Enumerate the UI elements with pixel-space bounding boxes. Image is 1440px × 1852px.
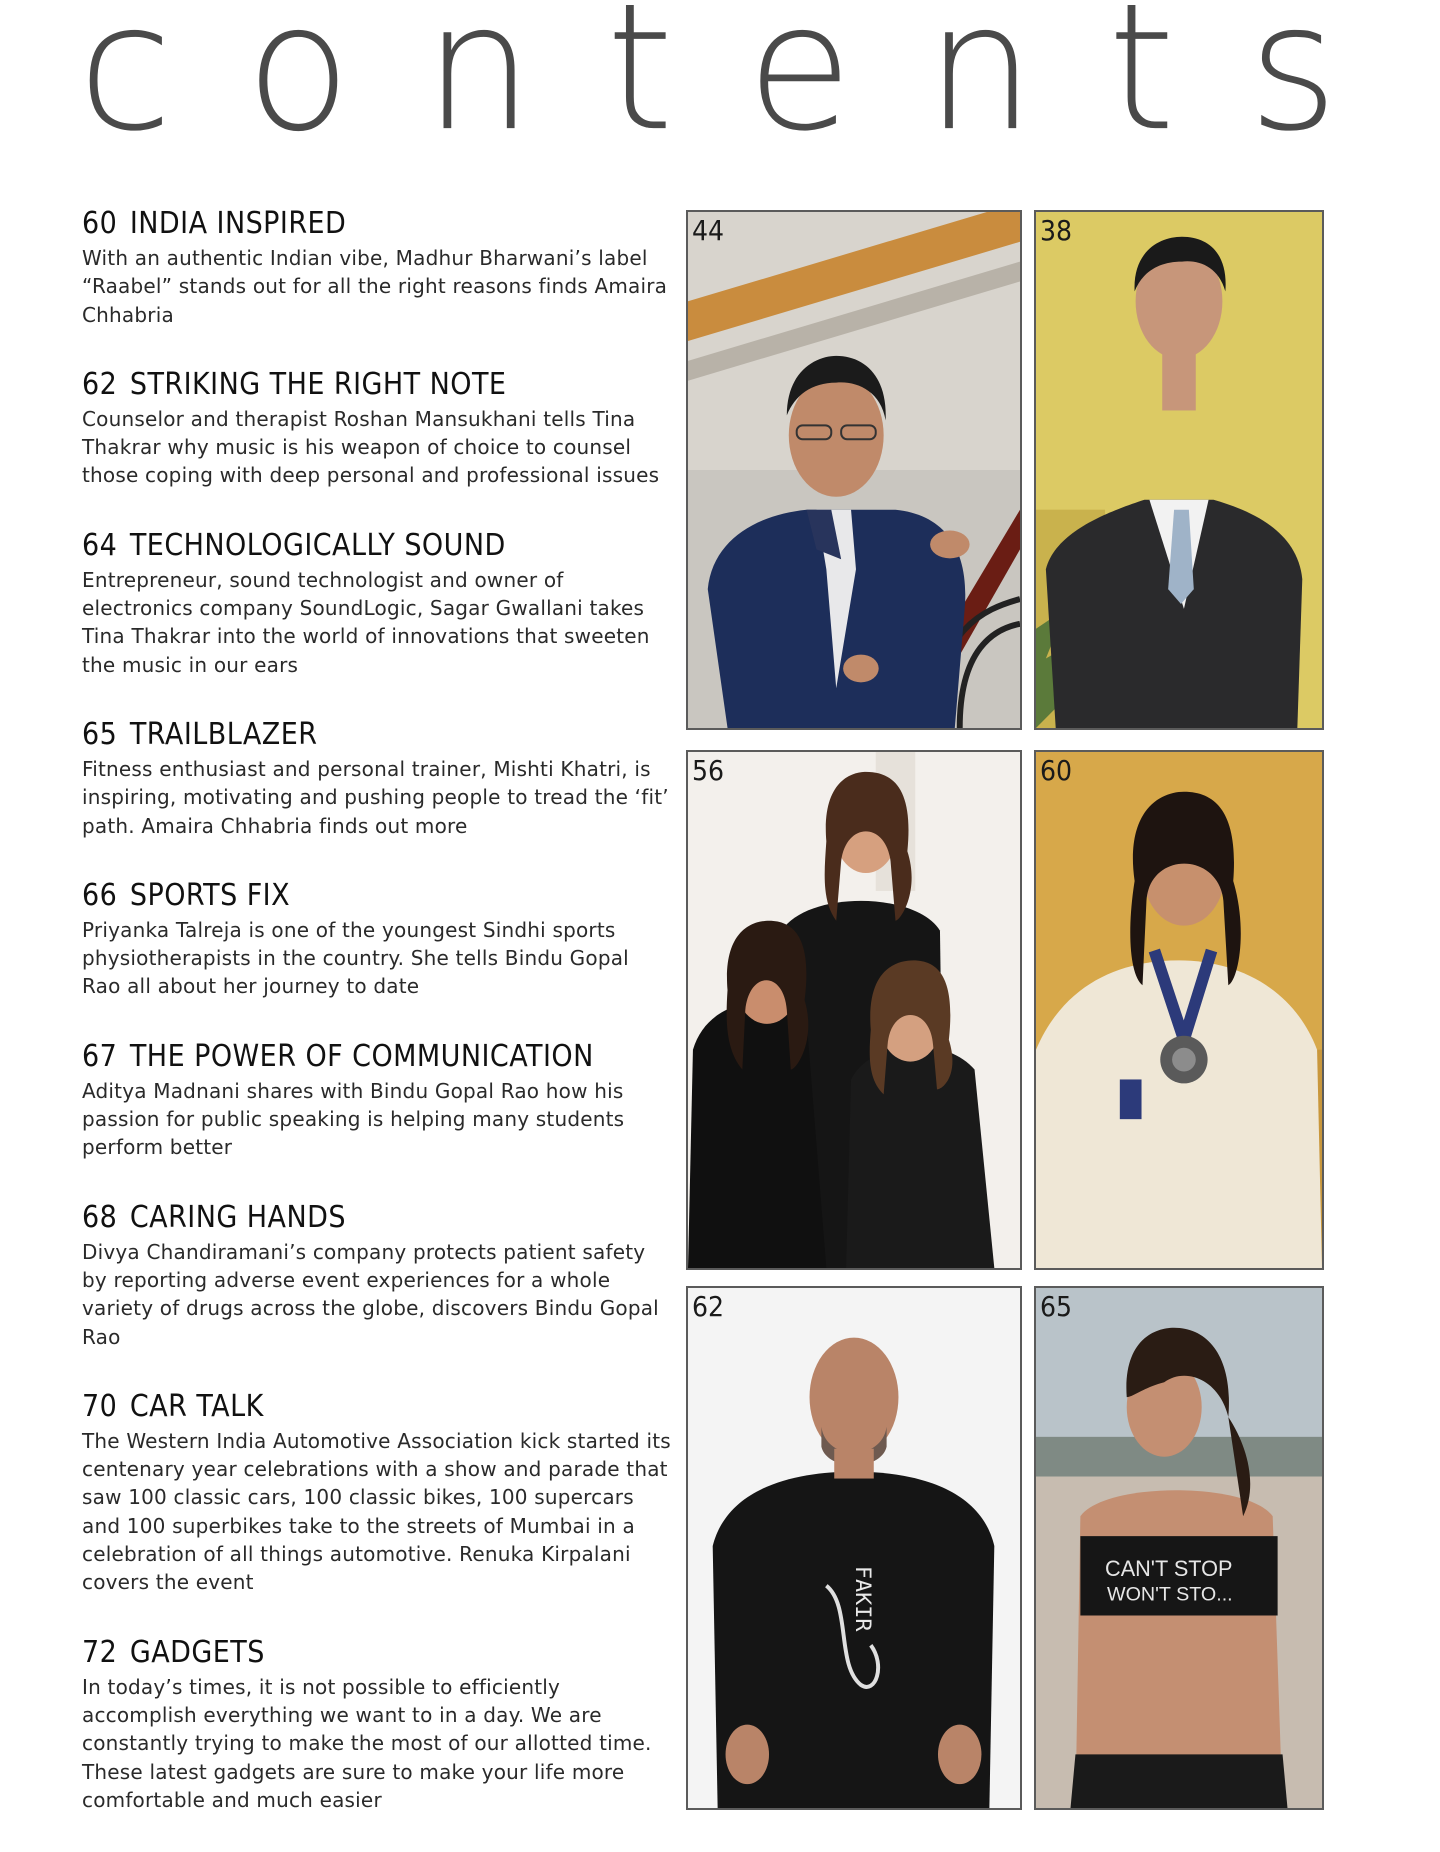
entry-title: GADGETS xyxy=(129,1634,265,1670)
entry-page-number: 70 xyxy=(82,1388,118,1424)
entry-description: With an authentic Indian vibe, Madhur Bharwani’s label “Raabel” stands out for all the right reasons finds Amaira Chhabria xyxy=(82,246,668,327)
photo-tile[interactable] xyxy=(686,750,1022,1270)
photo-page-number: 38 xyxy=(1040,214,1073,247)
masthead-letter: n xyxy=(424,0,534,170)
entry-title: SPORTS FIX xyxy=(129,877,291,913)
masthead-letter: c xyxy=(78,0,173,170)
toc-entry[interactable] xyxy=(82,1039,672,1162)
entry-page-number: 65 xyxy=(82,716,118,752)
photo-tile[interactable] xyxy=(686,1286,1022,1810)
toc-entry[interactable] xyxy=(82,206,672,329)
entry-page-number: 60 xyxy=(82,206,118,241)
masthead-letter: t xyxy=(606,0,674,170)
masthead-letter: t xyxy=(1107,0,1176,170)
masthead-letter: e xyxy=(746,0,853,170)
entry-description: Fitness enthusiast and personal trainer, Mishti Khatri, is inspiring, motivating and pushing people to tread the ‘fit’ path. Amaira Chhabria finds out more xyxy=(82,756,669,838)
entry-description: In today’s times, it is not possible to efficiently accomplish everything we want to in a day. We are constantly trying to make the most of our allotted time. These latest gadgets are sure to make your life more comfortable and much easier xyxy=(82,1674,652,1812)
contents-masthead xyxy=(78,0,1338,170)
portrait-woman-sportswear-image xyxy=(1036,1288,1322,1808)
toc-entry[interactable] xyxy=(82,878,672,1001)
entry-page-number: 68 xyxy=(82,1199,118,1235)
toc-entry[interactable] xyxy=(82,1389,672,1597)
entry-page-number: 64 xyxy=(82,527,118,563)
entry-description: Divya Chandiramani’s company protects patient safety by reporting adverse event experiences for a whole variety of drugs across the globe, discovers Bindu Gopal Rao xyxy=(82,1239,659,1349)
entry-title: INDIA INSPIRED xyxy=(129,206,347,241)
entry-title: TRAILBLAZER xyxy=(129,716,318,752)
entry-page-number: 67 xyxy=(82,1038,118,1074)
photo-page-number: 65 xyxy=(1040,1290,1073,1323)
masthead-letter: o xyxy=(245,0,351,170)
group-three-women-image xyxy=(688,752,1020,1268)
photo-page-number: 56 xyxy=(692,754,725,787)
masthead-letter: s xyxy=(1248,0,1338,170)
entry-page-number: 72 xyxy=(82,1634,118,1670)
photo-page-number: 62 xyxy=(692,1290,725,1323)
portrait-man-tshirt-image xyxy=(688,1288,1020,1808)
entry-title: CAR TALK xyxy=(129,1388,264,1424)
sports-top-text-line-1: CAN'T STOP xyxy=(1105,1555,1233,1581)
sports-top-text-line-2: WON'T STO... xyxy=(1107,1583,1233,1606)
entry-description: Counselor and therapist Roshan Mansukhani tells Tina Thakrar why music is his weapon of choice to counsel those coping with deep personal and professional issues xyxy=(82,406,660,488)
toc-entry[interactable] xyxy=(82,1200,672,1351)
photo-tile[interactable] xyxy=(686,210,1022,730)
entry-title: CARING HANDS xyxy=(129,1199,346,1235)
entry-description: Entrepreneur, sound technologist and owner of electronics company SoundLogic, Sagar Gwallani takes Tina Thakrar into the world of innovations that sweeten the music in our ears xyxy=(82,567,650,677)
table-of-contents xyxy=(82,206,672,1852)
toc-entry[interactable] xyxy=(82,367,672,490)
photo-tile[interactable] xyxy=(1034,210,1324,730)
entry-page-number: 62 xyxy=(82,366,118,402)
entry-title: STRIKING THE RIGHT NOTE xyxy=(129,366,507,402)
toc-entry[interactable] xyxy=(82,717,672,840)
entry-title: TECHNOLOGICALLY SOUND xyxy=(129,527,506,563)
entry-description: Aditya Madnani shares with Bindu Gopal Rao how his passion for public speaking is helping many students perform better xyxy=(82,1078,625,1160)
entry-description: Priyanka Talreja is one of the youngest Sindhi sports physiotherapists in the country. She tells Bindu Gopal Rao all about her journey to date xyxy=(82,917,629,999)
entry-page-number: 66 xyxy=(82,877,118,913)
portrait-man-suit-image xyxy=(1036,212,1322,728)
photo-page-number: 60 xyxy=(1040,754,1073,787)
entry-title: THE POWER OF COMMUNICATION xyxy=(129,1038,594,1074)
photo-page-number: 44 xyxy=(692,214,725,247)
portrait-man-blazer-image xyxy=(688,212,1020,728)
entry-description: The Western India Automotive Association kick started its centenary year celebrations with a show and parade that saw 100 classic cars, 100 classic bikes, 100 supercars and 100 superbikes take to the streets of Mumbai in a celebration of all things automotive. Renuka Kirpalani covers the event xyxy=(82,1428,671,1595)
photo-tile[interactable] xyxy=(1034,750,1324,1270)
photo-tile[interactable] xyxy=(1034,1286,1324,1810)
toc-entry[interactable] xyxy=(82,528,672,679)
portrait-woman-necklace-image xyxy=(1036,752,1322,1268)
tshirt-print-text: FAKIR xyxy=(849,1565,875,1632)
toc-entry[interactable] xyxy=(82,1635,672,1814)
masthead-letter: n xyxy=(925,0,1035,170)
